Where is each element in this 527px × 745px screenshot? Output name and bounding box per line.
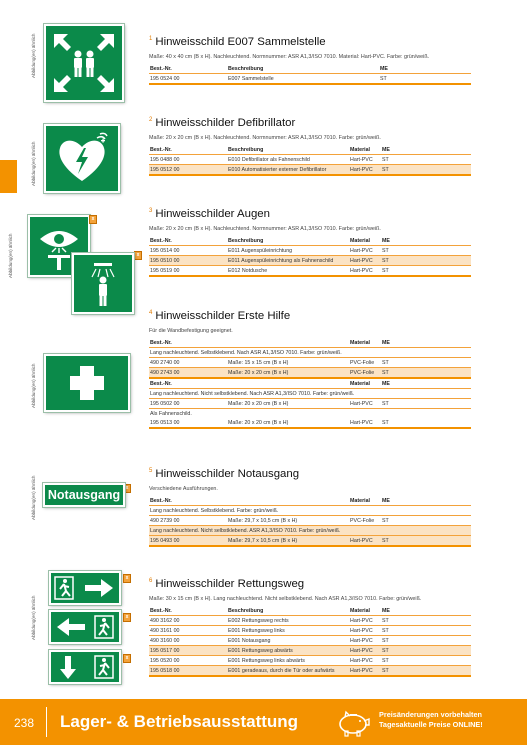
table-cell: ST (381, 368, 471, 379)
section-title: $^2$ Hinweisschilder Defibrillator (149, 117, 296, 129)
new-badge: x (123, 574, 131, 583)
section-3 (149, 208, 471, 277)
table-cell: 490 2739 00 (150, 517, 180, 524)
table-header-row (149, 496, 471, 506)
notausgang-sign-text: Notausgang (47, 488, 121, 502)
table-header-row (149, 64, 471, 74)
table-cell: Material (350, 380, 371, 387)
table-cell: Hart-PVC (350, 419, 373, 426)
table-cell: Hart-PVC (350, 617, 373, 624)
table-cell: E012 Notdusche (228, 267, 268, 274)
table-row (149, 616, 471, 626)
product-table (149, 338, 471, 429)
footer-title: Lager- & Betriebsausstattung (60, 712, 299, 731)
footer-note: Preisänderungen vorbehalten Tagesaktuelle Preise ONLINE! (379, 710, 483, 729)
section-5 (149, 468, 471, 547)
table-cell: E001 Rettungsweg links (228, 627, 285, 634)
product-table (149, 145, 471, 176)
table-cell: 490 3161 00 (150, 627, 180, 634)
escape-route-left-sign (49, 610, 121, 644)
table-cell: 490 2740 00 (150, 359, 180, 366)
table-cell: Maße: 15 x 15 cm (B x H) (228, 359, 289, 366)
arrow-left-running-man-icon (51, 612, 119, 642)
table-cell: ST (381, 666, 471, 677)
table-cell: Hart-PVC (349, 646, 381, 656)
notausgang-sign (43, 483, 125, 507)
table-cell: 490 2743 00 (149, 368, 227, 379)
table-cell: ST (382, 617, 389, 624)
table-cell: E001 Rettungsweg links abwärts (228, 657, 305, 664)
table-cell: Best.-Nr. (150, 65, 172, 72)
table-cell: Beschreibung (228, 237, 264, 244)
table-cell: ST (382, 657, 389, 664)
image-note-3: Abbildung(en) ähnlich (8, 233, 13, 278)
table-cell: Hart-PVC (349, 536, 381, 547)
table-cell: E010 Defibrillator als Fahnenschild (228, 156, 310, 163)
table-cell: Maße: 29,7 x 10,5 cm (B x H) (227, 536, 349, 547)
table-cell: Material (350, 146, 371, 153)
product-table (149, 606, 471, 677)
new-badge: x (123, 613, 131, 622)
section-4 (149, 310, 471, 429)
table-cell: E011 Augenspüleinrichtung (228, 247, 293, 254)
table-subheading: Lang nachleuchtend. Nicht selbstklebend. Nach ASR A1,3/ISO 7010. Farbe: grün/weiß. (150, 390, 355, 397)
image-note-2: Abbildung(en) ähnlich (31, 141, 36, 186)
table-cell: 195 0520 00 (150, 657, 180, 664)
table-header-row (149, 409, 471, 419)
table-cell (227, 378, 349, 389)
table-cell: ME (382, 237, 390, 244)
section-title: $^6$ Hinweisschilder Rettungsweg (149, 578, 305, 590)
table-row (149, 536, 471, 547)
section-title: $^4$ Hinweisschilder Erste Hilfe (149, 310, 291, 322)
table-cell: ST (382, 400, 389, 407)
new-badge: x (134, 251, 142, 260)
table-header-row (149, 145, 471, 155)
table-cell: Hart-PVC (350, 657, 373, 664)
table-cell: PVC-Folie (350, 359, 375, 366)
table-cell: Hart-PVC (349, 256, 381, 266)
table-cell: ME (382, 380, 390, 387)
section-2 (149, 117, 471, 176)
first-aid-cross-icon (46, 356, 128, 410)
table-cell: Beschreibung (228, 65, 264, 72)
section-desc: Maße: 20 x 20 cm (B x H). Nachleuchtend. Normnummer: ASR A1,3/ISO 7010. Farbe: grün/weiß. (149, 135, 381, 141)
table-row (149, 656, 471, 666)
table-cell: Best.-Nr. (150, 237, 172, 244)
table-cell: E011 Augenspüleinrichtung als Fahnenschild (227, 256, 349, 266)
table-cell (227, 496, 349, 506)
table-header-row (149, 606, 471, 616)
emergency-shower-icon (74, 255, 132, 312)
table-row (149, 165, 471, 176)
table-cell: Best.-Nr. (150, 380, 172, 387)
running-man-arrow-right-icon (51, 573, 119, 603)
table-header-row (149, 348, 471, 358)
table-cell: Hart-PVC (350, 156, 373, 163)
table-cell: 195 0510 00 (149, 256, 227, 266)
assembly-point-sign (44, 24, 124, 102)
image-note-1: Abbildung(en) ähnlich (31, 33, 36, 78)
table-cell: 490 3162 00 (150, 617, 180, 624)
table-subheading: Als Fahnenschild. (150, 410, 192, 417)
section-desc: Maße: 40 x 40 cm (B x H). Nachleuchtend. Normnummer: ASR A1,3/ISO 7010. Material: Hart-PVC. Farbe: grün/weiß. (149, 54, 430, 60)
table-cell: Beschreibung (228, 146, 264, 153)
table-cell: E001 geradeaus, durch die Tür oder aufwärts (227, 666, 349, 677)
table-cell: ME (382, 339, 390, 346)
table-header-row (149, 526, 471, 536)
product-table (149, 236, 471, 277)
table-cell: Maße: 29,7 x 10,5 cm (B x H) (228, 517, 298, 524)
page-number: 238 (14, 716, 35, 730)
table-cell: E010 Automatisierter externer Defibrillator (227, 165, 349, 176)
footer-divider (46, 707, 47, 737)
table-cell: E001 Rettungsweg abwärts (227, 646, 349, 656)
table-cell: Material (350, 607, 371, 614)
table-subheading: Lang nachleuchtend. Selbstklebend. Farbe: grün/weiß. (150, 507, 279, 514)
section-title: $^5$ Hinweisschilder Notausgang (149, 468, 300, 480)
emergency-shower-sign (72, 253, 134, 314)
table-row (149, 516, 471, 526)
table-row (149, 155, 471, 165)
table-cell: ST (382, 156, 389, 163)
table-cell: ST (381, 165, 471, 176)
table-cell: PVC-Folie (349, 368, 381, 379)
new-badge: x (89, 215, 97, 224)
table-cell: Hart-PVC (350, 637, 373, 644)
table-cell: ST (380, 75, 387, 82)
product-table (149, 64, 471, 85)
table-row (149, 256, 471, 266)
table-cell: Hart-PVC (350, 247, 373, 254)
table-cell: Material (350, 497, 371, 504)
table-row (149, 626, 471, 636)
table-cell: ME (382, 497, 390, 504)
table-cell: 195 0512 00 (149, 165, 227, 176)
chapter-tab (0, 160, 17, 193)
table-cell: Material (350, 237, 371, 244)
table-subheading: Lang nachleuchtend. Selbstklebend. Nach ASR A1,3/ISO 7010. Farbe: grün/weiß. (150, 349, 342, 356)
table-cell: E002 Rettungsweg rechts (228, 617, 289, 624)
table-header-row (149, 506, 471, 516)
table-row (149, 418, 471, 428)
table-row (149, 666, 471, 677)
section-6 (149, 578, 471, 677)
table-cell: ST (382, 627, 389, 634)
table-row (149, 368, 471, 379)
table-cell: Best.-Nr. (150, 497, 172, 504)
table-cell: ST (382, 359, 389, 366)
table-cell: 195 0519 00 (150, 267, 180, 274)
image-note-6: Abbildung(en) ähnlich (31, 595, 36, 640)
table-cell: Hart-PVC (349, 666, 381, 677)
table-cell: Maße: 20 x 20 cm (B x H) (228, 400, 289, 407)
new-badge: x (123, 484, 131, 493)
table-row (149, 74, 471, 85)
table-cell: E007 Sammelstelle (228, 75, 274, 82)
table-row (149, 646, 471, 656)
table-cell: E001 Notausgang (228, 637, 271, 644)
section-desc: Maße: 30 x 15 cm (B x H). Lang nachleuchtend. Nicht selbstklebend. Nach ASR A1,3/ISO 7010. Farbe: grün/weiß. (149, 596, 422, 602)
first-aid-sign (44, 354, 130, 412)
table-cell: ST (382, 247, 389, 254)
table-row (149, 246, 471, 256)
table-cell: ME (380, 65, 388, 72)
table-cell: 195 0514 00 (150, 247, 180, 254)
table-cell: ME (382, 607, 390, 614)
table-header-row (149, 378, 471, 389)
defibrillator-heart-icon (46, 126, 118, 191)
escape-route-down-sign (49, 650, 121, 684)
table-cell: Best.-Nr. (150, 607, 172, 614)
table-cell: Hart-PVC (350, 627, 373, 634)
table-cell: PVC-Folie (350, 517, 375, 524)
table-cell: Hart-PVC (349, 165, 381, 176)
table-cell: Best.-Nr. (150, 339, 172, 346)
table-header-row (149, 338, 471, 348)
table-cell: Maße: 20 x 20 cm (B x H) (228, 419, 289, 426)
section-desc: Maße: 20 x 20 cm (B x H). Nachleuchtend. Normnummer: ASR A1,3/ISO 7010. Farbe: grün/weiß. (149, 226, 381, 232)
table-cell: 195 0513 00 (150, 419, 180, 426)
image-note-5: Abbildung(en) ähnlich (31, 475, 36, 520)
table-header-row (149, 389, 471, 399)
section-title: $^1$ Hinweisschild E007 Sammelstelle (149, 36, 326, 48)
table-cell: Best.-Nr. (150, 146, 172, 153)
product-table (149, 496, 471, 547)
arrow-down-running-man-icon (51, 652, 119, 682)
table-header-row (149, 236, 471, 246)
table-row (149, 636, 471, 646)
table-cell: ST (382, 637, 389, 644)
table-row (149, 358, 471, 368)
section-desc: Verschiedene Ausführungen. (149, 486, 218, 492)
table-cell (227, 338, 349, 348)
table-subheading: Lang nachleuchtend. Nicht selbstklebend. ASR A1,3/ISO 7010. Farbe: grün/weiß. (149, 526, 471, 536)
piggy-bank-icon (333, 709, 373, 737)
table-cell: 490 3160 00 (150, 637, 180, 644)
table-row (149, 266, 471, 277)
assembly-point-icon (46, 26, 122, 100)
table-cell: ST (382, 267, 389, 274)
defibrillator-sign (44, 124, 120, 193)
table-cell: ME (382, 146, 390, 153)
table-cell: Maße: 20 x 20 cm (B x H) (227, 368, 349, 379)
table-cell: 195 0502 00 (150, 400, 180, 407)
table-cell: ST (382, 419, 389, 426)
table-cell: 195 0517 00 (149, 646, 227, 656)
table-cell: 195 0524 00 (150, 75, 180, 82)
section-1 (149, 36, 471, 85)
table-cell: Hart-PVC (350, 400, 373, 407)
escape-route-right-sign (49, 571, 121, 605)
table-cell: ST (381, 646, 471, 656)
new-badge: x (123, 654, 131, 663)
table-row (149, 399, 471, 409)
table-cell: ST (381, 536, 471, 547)
table-cell: ST (381, 256, 471, 266)
table-cell: 195 0518 00 (149, 666, 227, 677)
image-note-4: Abbildung(en) ähnlich (31, 363, 36, 408)
table-cell: Beschreibung (228, 607, 264, 614)
table-cell: ST (382, 517, 389, 524)
table-cell: 195 0488 00 (150, 156, 180, 163)
section-title: $^3$ Hinweisschilder Augen (149, 208, 270, 220)
table-cell: Hart-PVC (350, 267, 373, 274)
table-cell: 195 0493 00 (149, 536, 227, 547)
table-cell: Material (350, 339, 371, 346)
section-desc: Für die Wandbefestigung geeignet. (149, 328, 233, 334)
